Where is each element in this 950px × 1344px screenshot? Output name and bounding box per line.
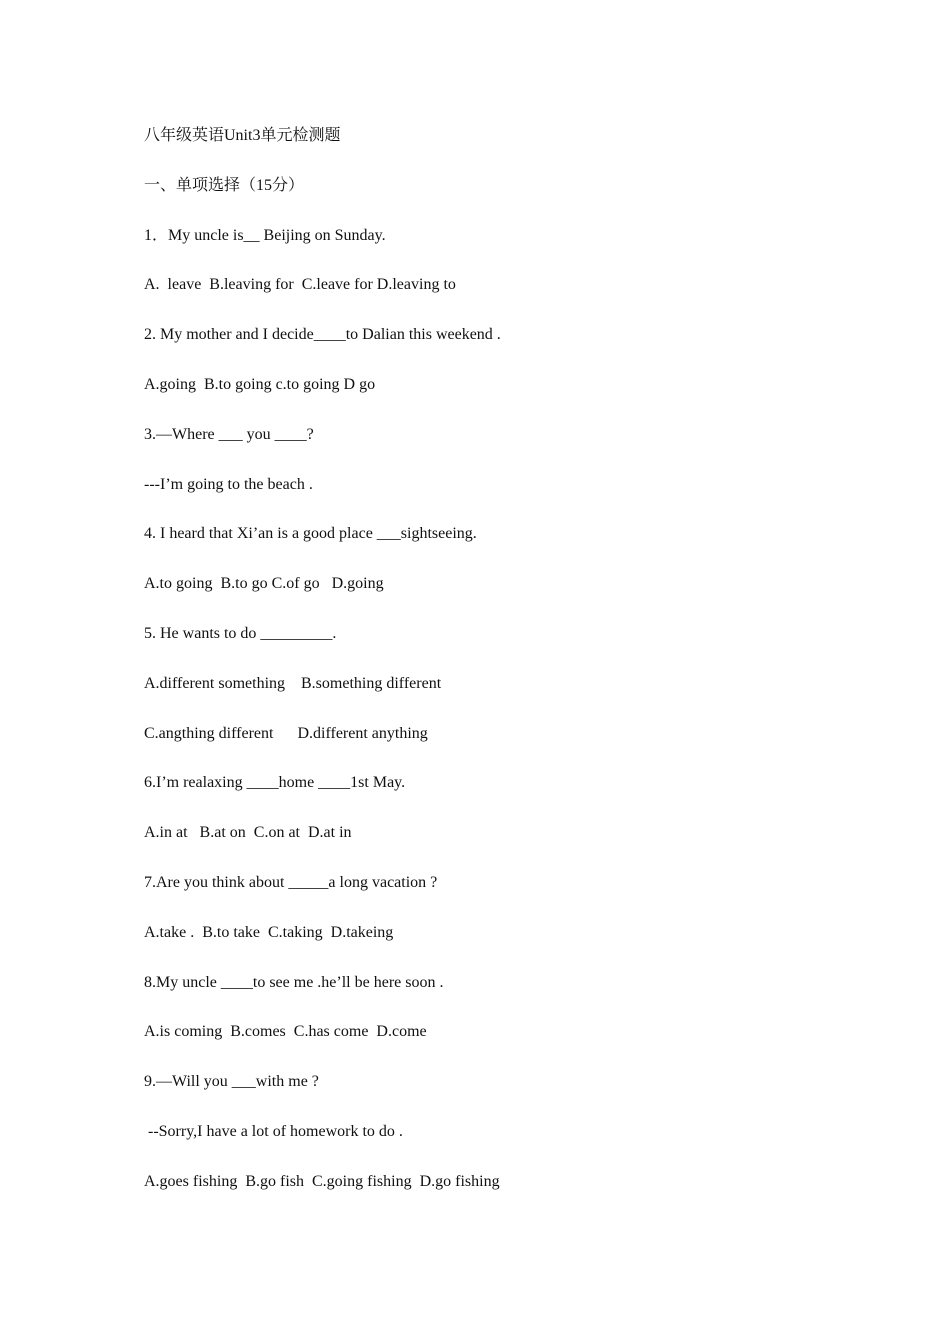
question-9: 9.—Will you ___with me ? [144,1073,319,1091]
question-5-options-ab: A.different something B.something different [144,674,442,692]
question-8: 8.My uncle ____to see me .he’ll be here soon . [144,973,444,991]
document-body [144,124,844,1220]
section-heading: 一、单项选择（15分） [144,176,305,194]
document-title: 八年级英语Unit3单元检测题 [144,127,341,144]
question-2-options: A.going B.to going c.to going D go [144,375,376,393]
question-1-options: A. leave B.leaving for C.leave for D.leaving to [144,276,456,294]
question-9-response: --Sorry,I have a lot of homework to do . [144,1122,403,1140]
question-8-options: A.is coming B.comes C.has come D.come [144,1023,427,1041]
question-6: 6.I’m realaxing ____home ____1st May. [144,774,406,792]
question-9-options: A.goes fishing B.go fish C.going fishing D.go fishing [144,1172,500,1190]
question-6-options: A.in at B.at on C.on at D.at in [144,824,352,842]
question-1: 1．My uncle is__ Beijing on Sunday. [144,226,386,244]
question-2: 2. My mother and I decide____to Dalian this weekend . [144,326,501,344]
question-5: 5. He wants to do _________. [144,624,337,642]
question-7-options: A.take . B.to take C.taking D.takeing [144,923,394,941]
question-3-response: ---I’m going to the beach . [144,475,313,493]
question-3: 3.—Where ___ you ____? [144,425,314,443]
question-7: 7.Are you think about _____a long vacation ? [144,873,438,891]
question-4-options: A.to going B.to go C.of go D.going [144,575,384,593]
question-4: 4. I heard that Xi’an is a good place ___sightseeing. [144,525,477,543]
question-5-options-cd: C.angthing different D.different anything [144,724,428,742]
